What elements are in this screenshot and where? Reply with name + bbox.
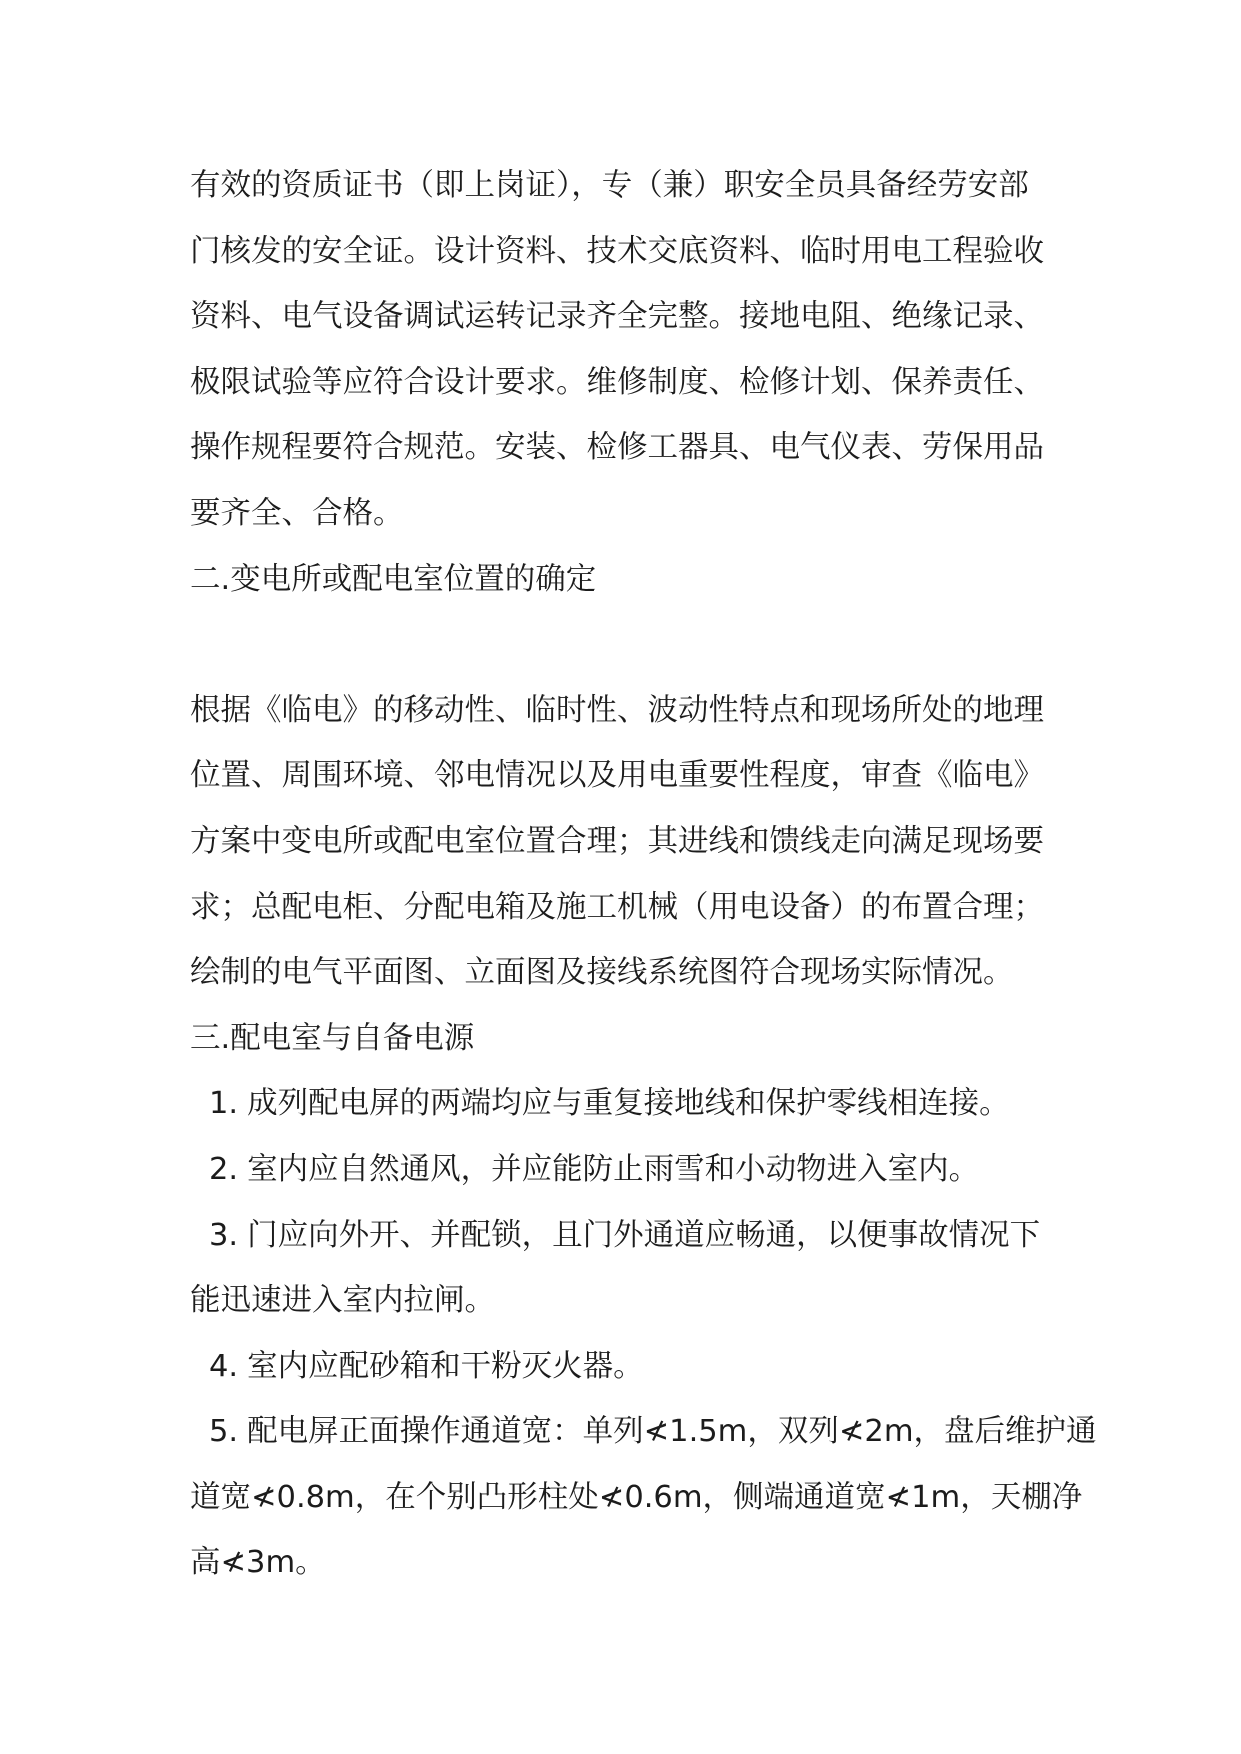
list-item-continuation: 能迅速进入室内拉闸。	[190, 1283, 495, 1319]
paragraph-line: 绘制的电气平面图、立面图及接线系统图符合现场实际情况。	[190, 955, 1014, 991]
list-item-text: 配电屏正面操作通道宽：单列≮1.5m，双列≮2m，盘后维护通	[247, 1414, 1097, 1450]
paragraph-line: 门核发的安全证。设计资料、技术交底资料、临时用电工程验收	[190, 233, 1044, 269]
list-item-number: 4.	[209, 1348, 239, 1384]
list-item-number: 5.	[209, 1414, 239, 1450]
paragraph-line: 位置、周围环境、邻电情况以及用电重要性程度，审查《临电》	[190, 758, 1044, 794]
list-item-text: 门应向外开、并配锁，且门外通道应畅通，以便事故情况下	[247, 1217, 1041, 1253]
blank-line	[190, 612, 1090, 678]
list-item-number: 3.	[209, 1217, 239, 1253]
list-item-line	[190, 1399, 1097, 1465]
list-item-text: 室内应自然通风，并应能防止雨雪和小动物进入室内。	[247, 1151, 980, 1187]
list-item	[190, 1334, 1090, 1400]
list-item-text: 室内应配砂箱和干粉灭火器。	[247, 1348, 644, 1384]
list-item	[190, 1137, 1090, 1203]
document-page	[190, 153, 1097, 1596]
list-item-number: 2.	[209, 1151, 239, 1187]
paragraph-line: 方案中变电所或配电室位置合理；其进线和馈线走向满足现场要	[190, 823, 1044, 859]
paragraph-line: 资料、电气设备调试运转记录齐全完整。接地电阻、绝缘记录、	[190, 299, 1044, 335]
site-location-paragraph	[190, 678, 1090, 1006]
list-item-number: 1.	[209, 1086, 239, 1122]
list-item-continuation: 道宽≮0.8m，在个别凸形柱处≮0.6m，侧端通道宽≮1m，天棚净	[190, 1479, 1083, 1515]
list-item-continuation: 高≮3m。	[190, 1545, 326, 1581]
paragraph-line: 要齐全、合格。	[190, 495, 404, 531]
list-item	[190, 1071, 1090, 1137]
list-item-line	[190, 1071, 1090, 1137]
list-item-line	[190, 1334, 1090, 1400]
paragraph-line: 有效的资质证书（即上岗证），专（兼）职安全员具备经劳安部	[190, 168, 1029, 203]
paragraph-line: 求；总配电柜、分配电箱及施工机械（用电设备）的布置合理；	[190, 889, 1044, 925]
list-item-line	[190, 1203, 1090, 1269]
section-heading: 三.配电室与自备电源	[190, 1020, 475, 1056]
paragraph-line: 极限试验等应符合设计要求。维修制度、检修计划、保养责任、	[190, 364, 1044, 400]
list-item	[190, 1203, 1090, 1334]
paragraph-line: 操作规程要符合规范。安装、检修工器具、电气仪表、劳保用品	[190, 430, 1044, 466]
list-item	[190, 1399, 1097, 1596]
requirements-list	[190, 1071, 1097, 1596]
paragraph-line: 根据《临电》的移动性、临时性、波动性特点和现场所处的地理	[190, 692, 1044, 728]
intro-paragraph	[190, 153, 1090, 547]
list-item-line	[190, 1137, 1090, 1203]
list-item-text: 成列配电屏的两端均应与重复接地线和保护零线相连接。	[247, 1086, 1010, 1122]
section-heading: 二.变电所或配电室位置的确定	[190, 561, 597, 597]
